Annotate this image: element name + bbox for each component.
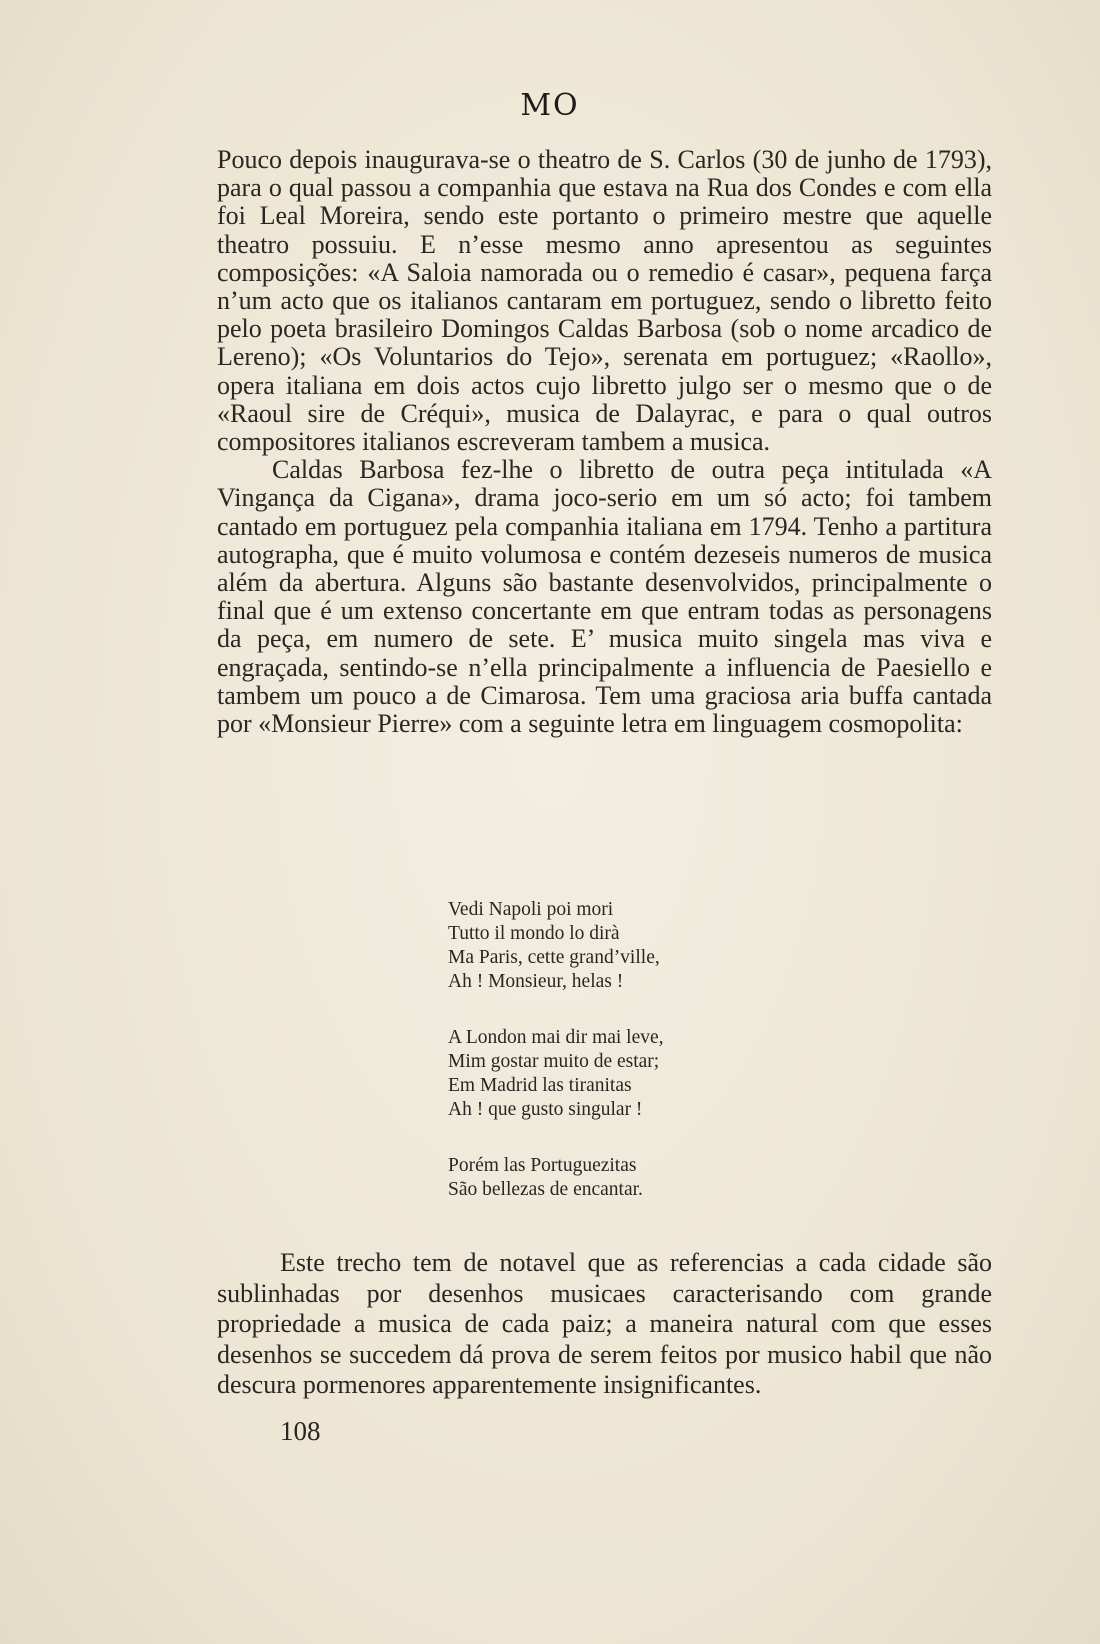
stanza-3 (448, 1154, 868, 1202)
main-text (217, 146, 992, 738)
verse-line: Vedi Napoli poi mori (448, 899, 614, 920)
verse-line: Tutto il mondo lo dirà (448, 923, 620, 944)
verse-line: Ah ! que gusto singular ! (448, 1099, 643, 1120)
verse-line: Ma Paris, cette grand’ville, (448, 947, 660, 968)
running-header: MO (520, 88, 580, 123)
page-number: 108 (280, 1416, 321, 1446)
verse-line: São bellezas de encantar. (448, 1179, 643, 1200)
verse-line: Porém las Portuguezitas (448, 1155, 637, 1176)
verse-block (448, 898, 868, 1234)
closing-text (217, 1248, 992, 1401)
verse-line: Em Madrid las tiranitas (448, 1075, 632, 1096)
verse-line: Ah ! Monsieur, helas ! (448, 971, 624, 992)
stanza-1 (448, 898, 868, 994)
stanza-2 (448, 1026, 868, 1122)
verse-line: Mim gostar muito de estar; (448, 1051, 660, 1072)
verse-line: A London mai dir mai leve, (448, 1027, 664, 1048)
paragraph-3: Este trecho tem de notavel que as referencias a cada cidade são sublinhadas por desenhos musicaes caracterisando com grande propriedade a musica de cada paiz; a maneira natural com que esses desenhos se succedem dá prova de serem feitos por musico habil que não descura pormenores apparentemente insignificantes. (217, 1248, 992, 1399)
paragraph-2: Caldas Barbosa fez-lhe o libretto de outra peça intitulada «A Vingança da Cigana», drama joco-serio em um só acto; foi tambem cantado em portuguez pela companhia italiana em 1794. Tenho a partitura autographa, que é muito volumosa e contém dezeseis numeros de musica além da abertura. Alguns são bastante desenvolvidos, principalmente o final que é um extenso concertante em que entram todas as personagens da peça, em numero de sete. E’ musica muito singela mas viva e engraçada, sentindo-se n’ella principalmente a influencia de Paesiello e tambem um pouco a de Cimarosa. Tem uma graciosa aria buffa cantada por «Monsieur Pierre» com a seguinte letra em linguagem cosmopolita: (217, 455, 992, 739)
paragraph-1: Pouco depois inaugurava-se o theatro de S. Carlos (30 de junho de 1793), para o qual passou a companhia que estava na Rua dos Condes e com ella foi Leal Moreira, sendo este portanto o primeiro mestre que aquelle theatro possuiu. E n’esse mesmo anno apresentou as seguintes composições: «A Saloia namorada ou o remedio é casar», pequena farça n’um acto que os italianos cantaram em portuguez, sendo o libretto feito pelo poeta brasileiro Domingos Caldas Barbosa (sob o nome arcadico de Lereno); «Os Voluntarios do Tejo», serenata em portuguez; «Raollo», opera italiana em dois actos cujo libretto julgo ser o mesmo que o de «Raoul sire de Créqui», musica de Dalayrac, e para o qual outros compositores italianos escreveram tambem a musica. (217, 145, 992, 457)
